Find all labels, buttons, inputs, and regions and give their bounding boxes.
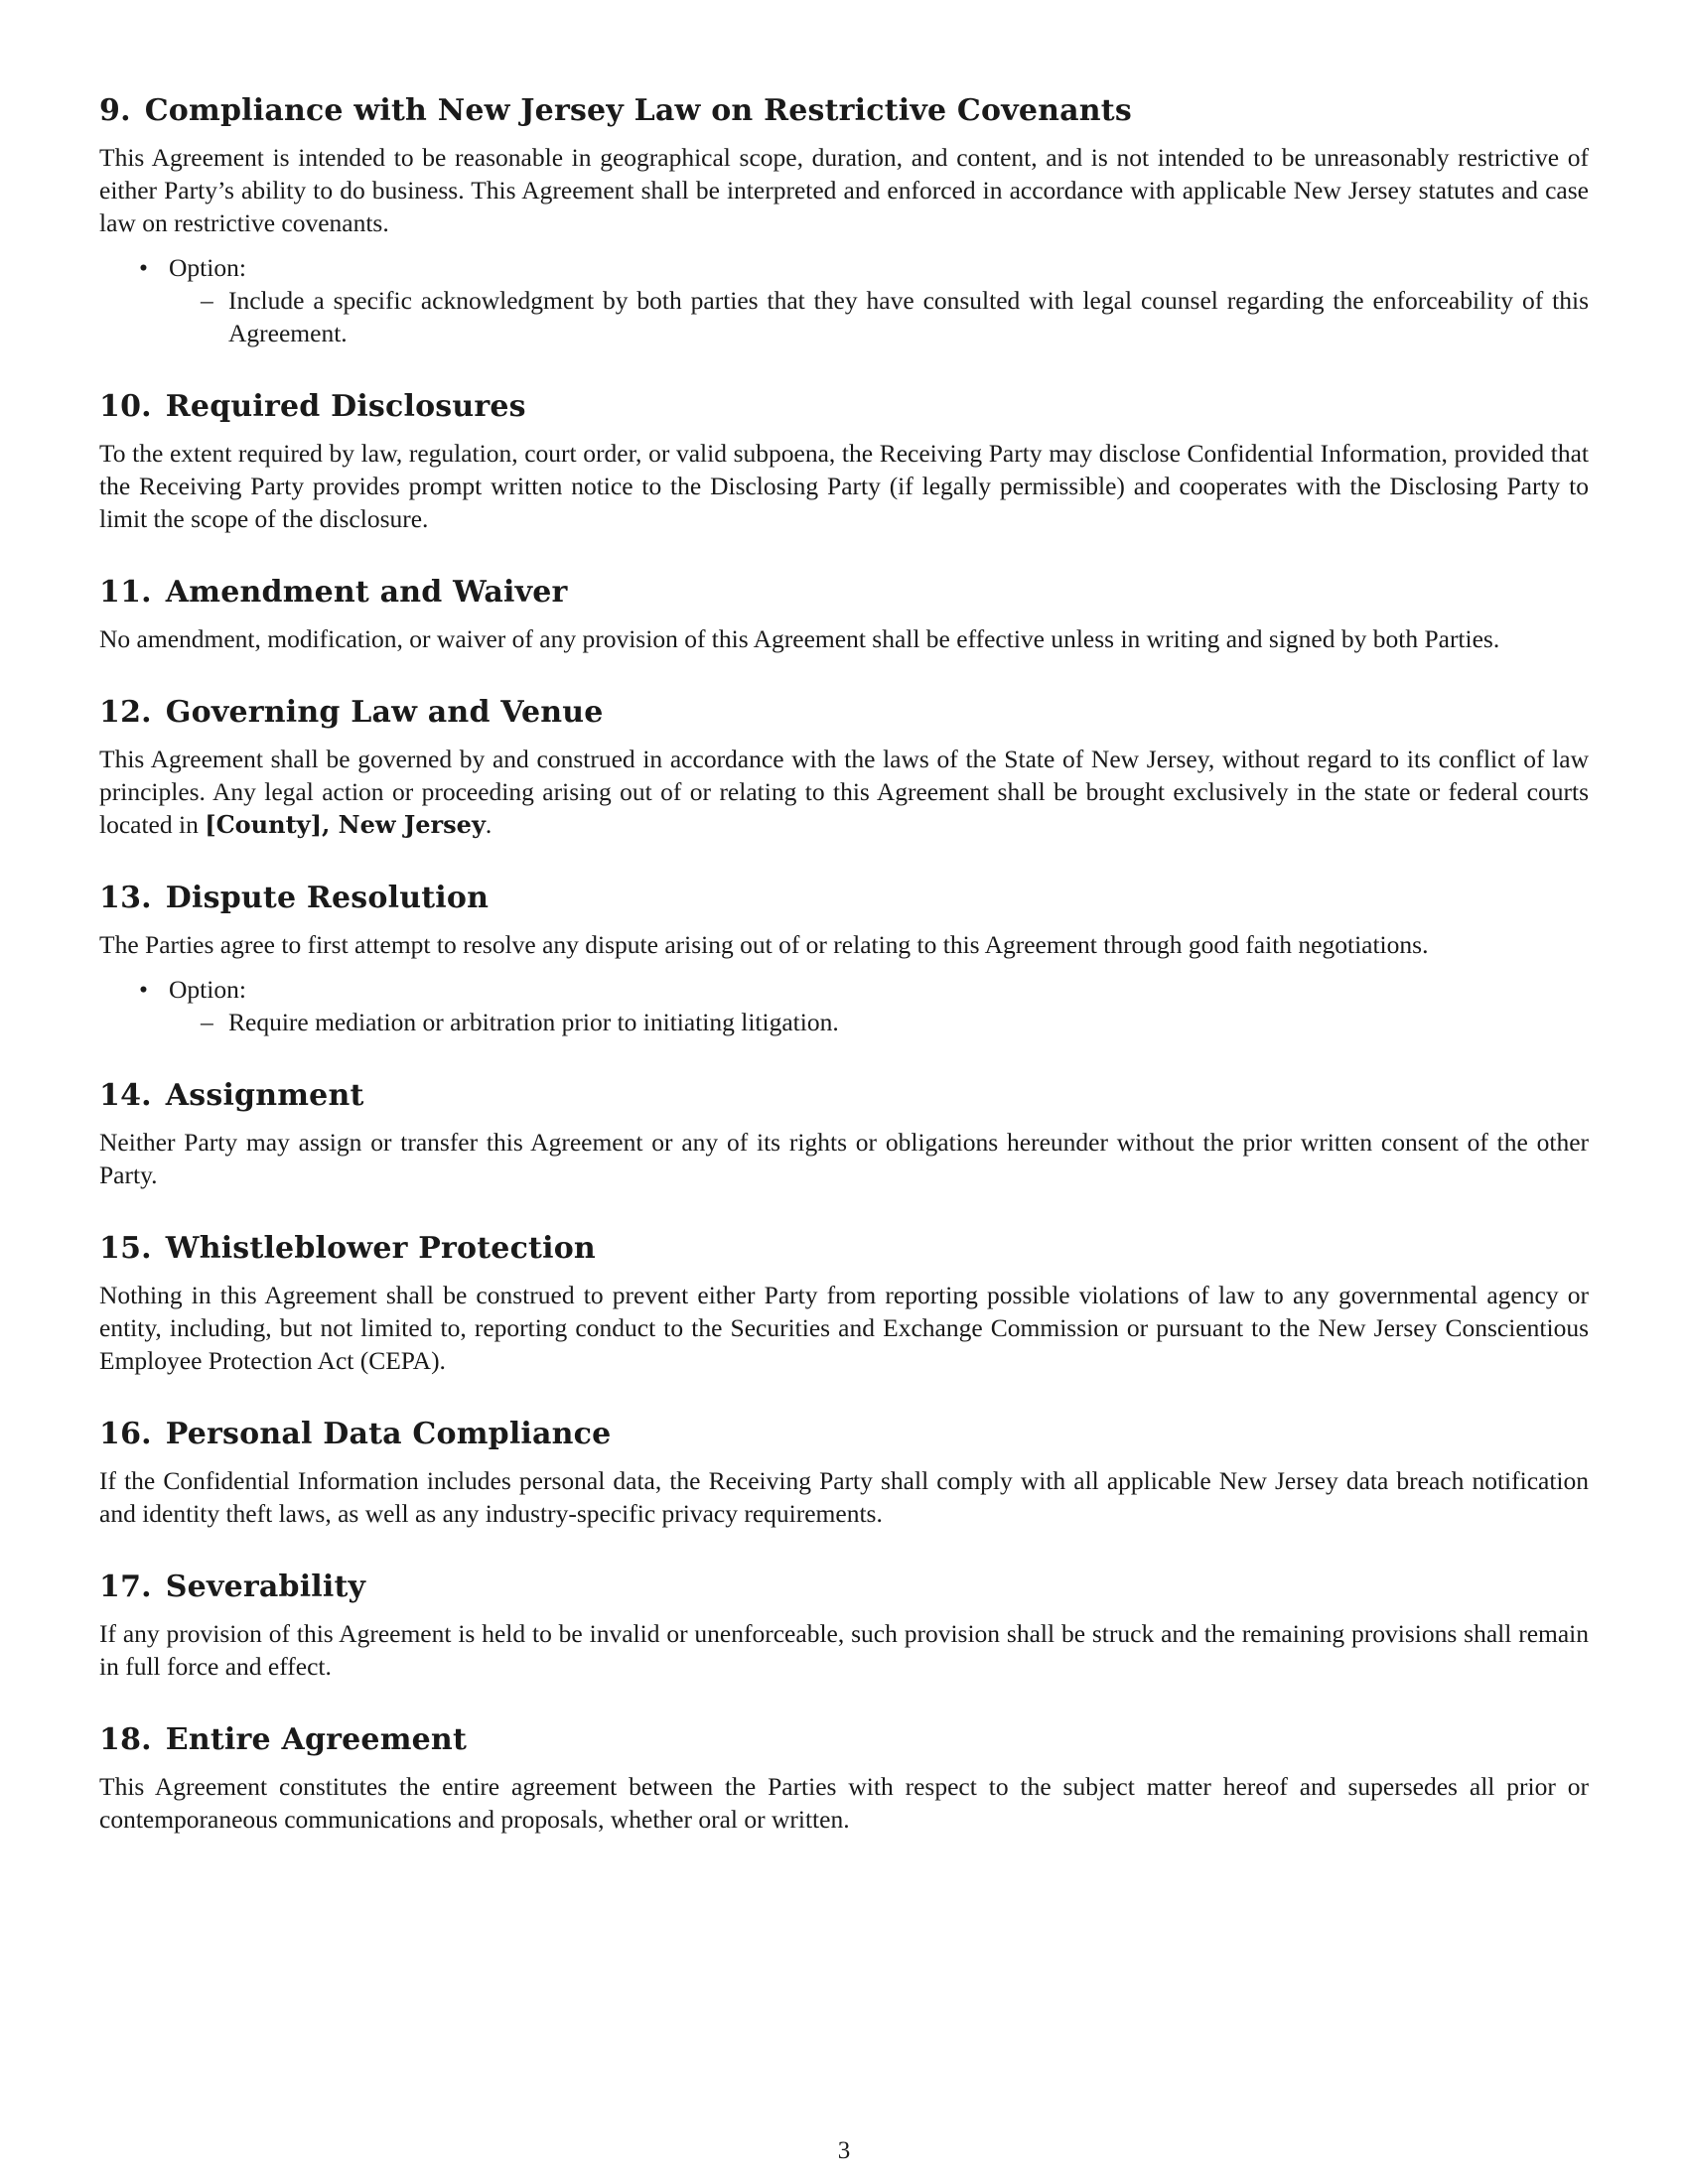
section-18 [99, 1720, 1589, 1836]
venue-placeholder: [County], New Jersey [205, 810, 486, 839]
option-text: Include a specific acknowledgment by both parties that they have consulted with legal counsel regarding the enforceability of this Agreement. [228, 286, 1589, 347]
section-16 [99, 1415, 1589, 1530]
section-title: Severability [165, 1570, 366, 1604]
section-title: Personal Data Compliance [165, 1417, 612, 1451]
section-body: Nothing in this Agreement shall be construed to prevent either Party from reporting possible violations of law to any governmental agency or entity, including, but not limited to, reporting conduct to the Securities and Exchange Commission or pursuant to the New Jersey Conscientious Employee Protection Act (CEPA). [99, 1281, 1589, 1375]
section-11 [99, 573, 1589, 655]
section-body: The Parties agree to first attempt to resolve any dispute arising out of or relating to this Agreement through good faith negotiations. [99, 930, 1429, 959]
section-number: 12. [99, 695, 152, 730]
section-body: If the Confidential Information includes personal data, the Receiving Party shall comply with all applicable New Jersey data breach notification and identity theft laws, as well as any industry-specific privacy requirements. [99, 1466, 1589, 1528]
section-heading [99, 1720, 1589, 1760]
section-title: Whistleblower Protection [165, 1231, 596, 1266]
section-number: 10. [99, 389, 152, 424]
section-title: Required Disclosures [165, 389, 526, 424]
section-heading [99, 693, 1589, 733]
bullet-icon: • [139, 253, 148, 282]
section-number: 17. [99, 1570, 152, 1604]
section-number: 15. [99, 1231, 152, 1266]
section-number: 11. [99, 575, 152, 610]
option-item [99, 973, 1589, 1038]
section-body: Neither Party may assign or transfer this Agreement or any of its rights or obligations hereunder without the prior written consent of the other Party. [99, 1128, 1589, 1189]
section-heading [99, 573, 1589, 613]
section-number: 18. [99, 1722, 152, 1757]
section-heading [99, 1076, 1589, 1116]
section-number: 13. [99, 881, 152, 915]
section-number: 9. [99, 93, 131, 128]
section-heading [99, 387, 1589, 427]
option-subitem [169, 284, 1589, 349]
option-list [99, 251, 1589, 349]
section-title: Amendment and Waiver [165, 575, 568, 610]
section-title: Entire Agreement [165, 1722, 467, 1757]
section-heading [99, 1568, 1589, 1607]
dash-icon: – [201, 286, 213, 315]
section-body: This Agreement is intended to be reasonable in geographical scope, duration, and content, and is not intended to be unreasonably restrictive of either Party’s ability to do business. This Agreement shall be interpreted and enforced in accordance with applicable New Jersey statutes and case law on restrictive covenants. [99, 143, 1589, 237]
section-heading [99, 1415, 1589, 1454]
section-body-text: This Agreement shall be governed by and construed in accordance with the laws of the State of New Jersey, without regard to its conflict of law principles. Any legal action or proceeding arising out of or relating to this Agreement shall be brought exclusively in the state or federal courts located in [99, 745, 1589, 839]
section-number: 14. [99, 1078, 152, 1113]
section-title: Compliance with New Jersey Law on Restrictive Covenants [144, 93, 1132, 128]
section-17 [99, 1568, 1589, 1683]
section-body: This Agreement constitutes the entire agreement between the Parties with respect to the subject matter hereof and supersedes all prior or contemporaneous communications and proposals, whether oral or written. [99, 1772, 1589, 1834]
option-subitem [169, 1006, 1589, 1038]
section-9 [99, 91, 1589, 349]
option-item [99, 251, 1589, 349]
option-list [99, 973, 1589, 1038]
section-12 [99, 693, 1589, 841]
section-body: To the extent required by law, regulation, court order, or valid subpoena, the Receiving Party may disclose Confidential Information, provided that the Receiving Party provides prompt written notice to the Disclosing Party (if legally permissible) and cooperates with the Disclosing Party to limit the scope of the disclosure. [99, 439, 1589, 533]
option-text: Require mediation or arbitration prior to initiating litigation. [228, 1008, 839, 1036]
option-sublist [169, 284, 1589, 349]
page-number: 3 [837, 2137, 851, 2164]
section-13 [99, 879, 1589, 1038]
dash-icon: – [201, 1008, 213, 1036]
section-title: Governing Law and Venue [165, 695, 604, 730]
section-body-end: . [485, 810, 492, 839]
option-label: Option: [169, 253, 246, 282]
section-heading [99, 91, 1589, 131]
section-title: Assignment [165, 1078, 364, 1113]
section-title: Dispute Resolution [165, 881, 490, 915]
section-body: If any provision of this Agreement is held to be invalid or unenforceable, such provision shall be struck and the remaining provisions shall remain in full force and effect. [99, 1619, 1589, 1681]
document-page [99, 91, 1589, 1873]
section-number: 16. [99, 1417, 152, 1451]
section-10 [99, 387, 1589, 535]
section-15 [99, 1229, 1589, 1377]
section-heading [99, 879, 1589, 918]
section-14 [99, 1076, 1589, 1191]
option-sublist [169, 1006, 1589, 1038]
option-label: Option: [169, 975, 246, 1004]
section-body [99, 743, 1589, 841]
section-heading [99, 1229, 1589, 1269]
section-body: No amendment, modification, or waiver of any provision of this Agreement shall be effective unless in writing and signed by both Parties. [99, 624, 1500, 653]
bullet-icon: • [139, 975, 148, 1004]
